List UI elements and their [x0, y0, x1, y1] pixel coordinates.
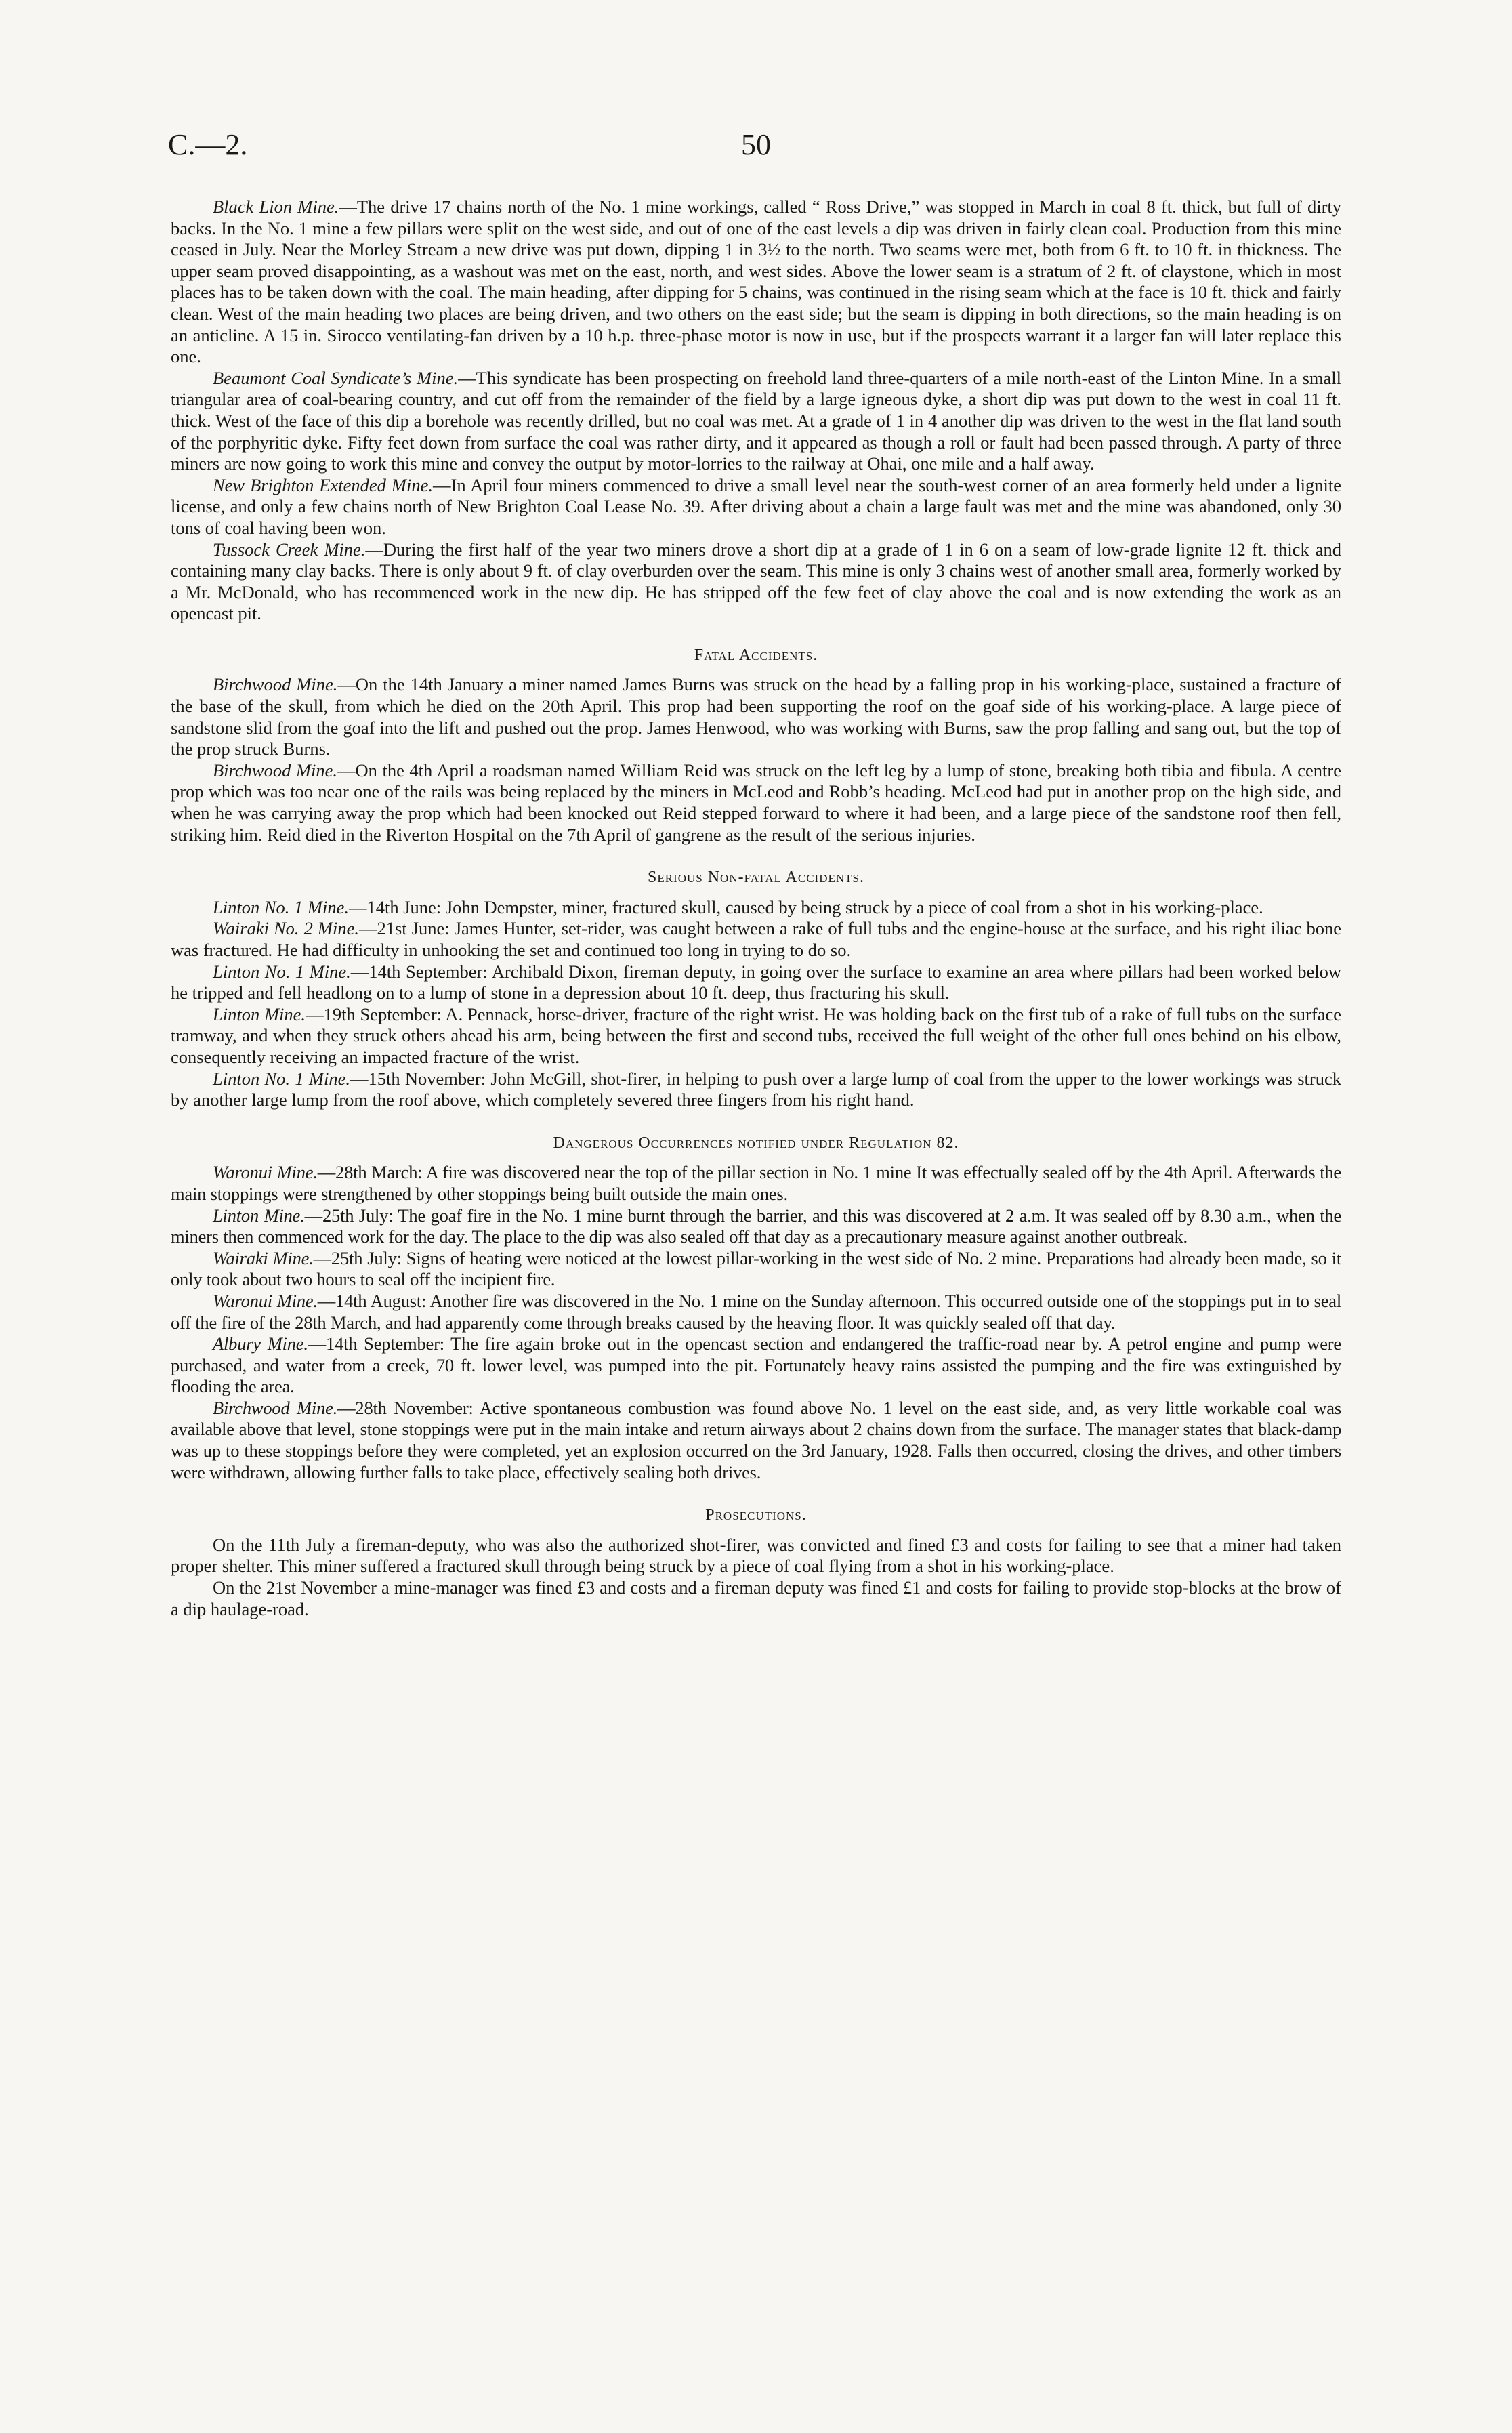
- paragraph: [171, 1248, 1341, 1291]
- section-heading: Fatal Accidents.: [694, 646, 818, 664]
- paragraph-text: —During the first half of the year two miners drove a short dip at a grade of 1 in 6 on a seam of low-grade lignite 12 ft. thick and containing many clay backs. There is only about 9 ft. of clay overburden over the seam. This mine is only 3 chains west of another small area, formerly worked by a Mr. McDonald, who has recommenced work in the new dip. He has stripped off the few feet of clay above the coal and is now extending the work as an opencast pit.: [171, 539, 1342, 624]
- paragraph-text: —14th June: John Dempster, miner, fractured skull, caused by being struck by a piece of coal from a shot in his working-place.: [348, 896, 1263, 917]
- paragraph-text: —15th November: John McGill, shot-firer, in helping to push over a large lump of coal from the upper to the lower workings was struck by another large lump from the roof above, which completely severed three fingers from his right hand.: [171, 1068, 1341, 1110]
- paragraph-text: —On the 14th January a miner named James Burns was struck on the head by a falling prop in his working-place, sustained a fracture of the base of the skull, from which he died on the 20th April. This prop had been supporting the roof on the goaf side of his working-place. A large piece of sandstone slid from the goaf into the lift and pushed out the prop. James Henwood, who was working with Burns, saw the prop falling and sang out, but the top of the prop struck Burns.: [171, 674, 1341, 760]
- paragraph: [171, 1333, 1341, 1398]
- dangerous-occurrences-section: [171, 1133, 1341, 1484]
- mine-name: Linton Mine.: [213, 1003, 306, 1024]
- paragraph: [171, 897, 1341, 919]
- paragraph-text: —The drive 17 chains north of the No. 1 mine workings, called “ Ross Drive,” was stopped in March in coal 8 ft. thick, but full of dirty backs. In the No. 1 mine a few pillars were split on the west side, and out of one of the east levels a dip was driven in fairly clean coal. Production from this mine ceased in July. Near the Morley Stream a new drive was put down, dipping 1 in 3½ to the north. Two seams were met, both from 6 ft. to 10 ft. in thickness. The upper seam proved disappointing, as a washout was met on the east, north, and west sides. Above the lower seam is a stratum of 2 ft. of claystone, which in most places has to be taken down with the coal. The main heading, after dipping for 5 chains, was continued in the rising seam which at the face is 10 ft. thick and fairly clean. West of the main heading two places are being driven, and two others on the east side; but the seam is dipping in both directions, so the main heading is on an anticline. A 15 in. Sirocco ventilating-fan driven by a 10 h.p. three-phase motor is now in use, but if the prospects warrant it a larger fan will later replace this one.: [171, 196, 1342, 367]
- mine-name: Tussock Creek Mine.: [213, 539, 366, 560]
- mine-name: Linton No. 1 Mine.: [213, 961, 351, 982]
- mine-name: Waronui Mine.: [213, 1162, 318, 1183]
- paragraph: [171, 674, 1341, 760]
- paragraph-text: —28th March: A fire was discovered near the top of the pillar section in No. 1 mine It was effectually sealed off by the 4th April. Afterwards the main stoppings were strengthened by other stoppings being built outside the main ones.: [171, 1162, 1341, 1204]
- paragraph-text: —14th September: The fire again broke out in the opencast section and endangered the traffic-road near by. A petrol engine and pump were purchased, and water from a creek, 70 ft. lower level, was pumped into the pit. Fortunately heavy rains assisted the pumping and the fire was extinguished by flooding the area.: [171, 1333, 1341, 1397]
- paragraph: [171, 1398, 1341, 1483]
- mine-name: Birchwood Mine.: [213, 1397, 338, 1418]
- mine-name: Birchwood Mine.: [213, 760, 337, 781]
- paragraph-text: —14th August: Another fire was discovered in the No. 1 mine on the Sunday afternoon. This occurred outside one of the stoppings put in to seal off the fire of the 28th March, and had apparently come through breaks caused by the heaving floor. It was quickly sealed off that day.: [171, 1290, 1342, 1333]
- prosecutions-section: [171, 1505, 1341, 1620]
- paragraph-black-lion: [171, 196, 1341, 368]
- paragraph-text: —This syndicate has been prospecting on freehold land three-quarters of a mile north-east of the Linton Mine. In a small triangular area of coal-bearing country, and cut off from the remainder of the field by a large igneous dyke, a short dip was put down to the west in coal 11 ft. thick. West of the face of this dip a borehole was recently drilled, but no coal was met. At a grade of 1 in 4 another dip was driven to the west in the flat land south of the porphyritic dyke. Fifty feet down from surface the coal was rather dirty, and it appeared as though a roll or fault had been passed through. A party of three miners are now going to work this mine and convey the output by motor-lorries to the railway at Ohai, one mile and a half away.: [171, 367, 1341, 474]
- mine-name: Albury Mine.: [213, 1333, 308, 1354]
- paragraph: [171, 1291, 1341, 1333]
- section-heading: Serious Non-fatal Accidents.: [647, 869, 864, 887]
- paragraph-text: —21st June: James Hunter, set-rider, was caught between a rake of full tubs and the engine-house at the surface, and his right iliac bone was fractured. He had difficulty in unhooking the set and continued too long in trying to do so.: [171, 918, 1341, 960]
- paragraph: [171, 918, 1341, 961]
- document-reference: C.—2.: [168, 128, 248, 161]
- paragraph: [171, 1068, 1341, 1111]
- section-heading: Dangerous Occurrences notified under Regulation 82.: [553, 1134, 959, 1152]
- paragraph: [171, 961, 1341, 1004]
- fatal-accidents-section: [171, 645, 1341, 846]
- paragraph: On the 11th July a fireman-deputy, who was also the authorized shot-firer, was convicted and fined £3 and costs for failing to see that a miner had taken proper shelter. This miner suffered a fractured skull through being struck by a piece of coal flying from a shot in his working-place.: [171, 1534, 1341, 1577]
- mine-name: Linton No. 1 Mine.: [213, 1068, 350, 1089]
- mine-name: Wairaki No. 2 Mine.: [213, 918, 359, 939]
- paragraph-text: —25th July: Signs of heating were noticed at the lowest pillar-working in the west side of No. 2 mine. Preparations had already been made, so it only took about two hours to seal off the incipient fire.: [171, 1247, 1341, 1290]
- mine-name: New Brighton Extended Mine.: [213, 474, 434, 495]
- paragraph-text: —25th July: The goaf fire in the No. 1 mine burnt through the barrier, and this was discovered at 2 a.m. It was sealed off by 8.30 a.m., when the miners then commenced work for the day. The place to the dip was also sealed off that day as a precautionary measure against another outbreak.: [171, 1205, 1342, 1247]
- page-header: [168, 127, 1344, 168]
- serious-accidents-section: [171, 867, 1341, 1111]
- paragraph: [171, 1205, 1341, 1248]
- paragraph: [171, 1162, 1341, 1205]
- paragraph-text: —28th November: Active spontaneous combustion was found above No. 1 level on the east side, and, as very little workable coal was available above that level, stone stoppings were put in the main intake and return airways about 2 chains down from the surface. The manager states that black-damp was up to these stoppings before they were completed, yet an explosion occurred on the 3rd January, 1928. Falls then occurred, closing the drives, and other timbers were withdrawn, allowing further falls to take place, effectively sealing both drives.: [171, 1397, 1341, 1482]
- paragraph-text: —In April four miners commenced to drive a small level near the south-west corner of an area formerly held under a lignite license, and only a few chains north of New Brighton Coal Lease No. 39. After driving about a chain a large fault was met and the mine was abandoned, only 30 tons of coal having been won.: [171, 474, 1341, 538]
- paragraph-beaumont: [171, 368, 1341, 475]
- mine-name: Linton No. 1 Mine.: [213, 896, 349, 917]
- paragraph: On the 21st November a mine-manager was fined £3 and costs and a fireman deputy was fined £1 and costs for failing to provide stop-blocks at the brow of a dip haulage-road.: [171, 1577, 1341, 1619]
- mine-name: Black Lion Mine.: [213, 196, 339, 217]
- mine-reports-section: [171, 196, 1341, 625]
- mine-name: Waronui Mine.: [213, 1290, 318, 1311]
- paragraph-text: —14th September: Archibald Dixon, fireman deputy, in going over the surface to examine an area where pillars had been worked below he tripped and fell headlong on to a lump of stone in a depression about 10 ft. deep, thus fracturing his skull.: [171, 961, 1342, 1003]
- mine-name: Linton Mine.: [213, 1205, 305, 1226]
- mine-name: Beaumont Coal Syndicate’s Mine.: [213, 367, 459, 388]
- paragraph-tussock-creek: [171, 539, 1341, 625]
- section-heading: Prosecutions.: [705, 1506, 807, 1524]
- paragraph: [171, 760, 1341, 846]
- mine-name: Wairaki Mine.: [213, 1247, 314, 1268]
- paragraph-new-brighton: [171, 475, 1341, 539]
- paragraph-text: —On the 4th April a roadsman named William Reid was struck on the left leg by a lump of stone, breaking both tibia and fibula. A centre prop which was too near one of the rails was being replaced by the miners in McLeod and Robb’s heading. McLeod had put in another prop on the high side, and when he was carrying away the prop which had been knocked out Reid stepped forward to where it had been, and a large piece of the sandstone roof then fell, striking him. Reid died in the Riverton Hospital on the 7th April of gangrene as the result of the serious injuries.: [171, 760, 1342, 845]
- mine-name: Birchwood Mine.: [213, 674, 338, 695]
- page-body: [171, 196, 1341, 1620]
- paragraph-text: —19th September: A. Pennack, horse-driver, fracture of the right wrist. He was holding back on the first tub of a rake of full tubs on the surface tramway, and when they struck others ahead his arm, being between the first and second tubs, received the full weight of the other full ones behind on his elbow, consequently receiving an impacted fracture of the wrist.: [171, 1003, 1341, 1067]
- paragraph: [171, 1004, 1341, 1068]
- page-number: 50: [741, 128, 771, 161]
